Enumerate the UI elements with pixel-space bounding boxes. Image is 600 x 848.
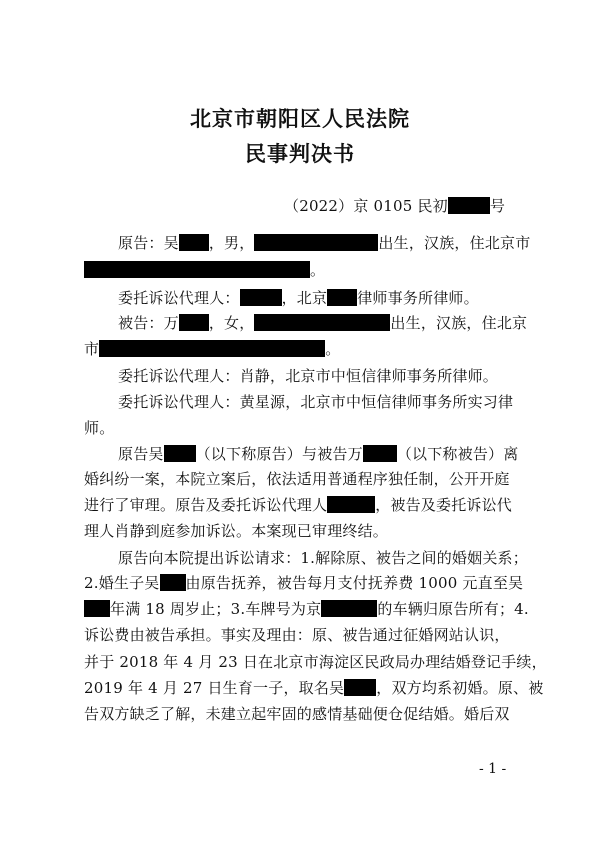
case-number-suffix: 号 (489, 197, 506, 215)
text-fragment: ，男， (208, 234, 255, 252)
plaintiff-line (118, 233, 530, 253)
redaction-bar (327, 496, 375, 513)
text-fragment: 2.婚生子吴 (84, 574, 160, 592)
text-fragment: 。 (310, 261, 326, 279)
redaction-bar (344, 679, 376, 696)
text-line: 告双方缺乏了解，未建立起牢固的感情基础便仓促结婚。婚后双 (84, 705, 510, 723)
redaction-bar (240, 289, 282, 306)
text-fragment: 出生，汉族，住北京市 (378, 234, 531, 252)
text-fragment: 出生，汉族，住北京 (390, 314, 528, 332)
redaction-bar (363, 445, 397, 462)
text-line (118, 444, 518, 464)
defendant-address-line (84, 339, 340, 359)
text-line (84, 573, 523, 593)
text-line: 诉讼费由被告承担。事实及理由：原、被告通过征婚网站认识， (84, 626, 510, 644)
text-line (84, 495, 512, 515)
page-number: - 1 - (479, 761, 507, 777)
text-line (84, 678, 543, 698)
redaction-bar (327, 289, 357, 306)
text-fragment: 律师事务所律师。 (357, 289, 479, 307)
redaction-bar (160, 574, 186, 591)
document-type-title: 民事判决书 (245, 141, 355, 166)
text-fragment: 2019 年 4 月 27 日生育一子，取名吴 (84, 679, 345, 697)
text-fragment: 的车辆归原告所有；4. (377, 600, 529, 618)
redaction-bar (99, 340, 325, 357)
text-fragment: ，女， (208, 314, 255, 332)
text-fragment: ，北京 (281, 289, 328, 307)
text-line: 并于 2018 年 4 月 23 日在北京市海淀区民政局办理结婚登记手续， (84, 653, 547, 671)
plaintiff-agent-line (118, 288, 479, 308)
text-fragment: （以下称被告）离 (396, 445, 519, 463)
text-line: 师。 (84, 419, 115, 437)
text-fragment: ，被告及委托诉讼代 (375, 496, 513, 514)
text-fragment: 原告：吴 (118, 234, 179, 252)
case-number (284, 196, 505, 216)
text-fragment: （以下称原告）与被告万 (195, 445, 363, 463)
text-fragment: 由原告抚养，被告每月支付抚养费 1000 元直至吴 (185, 574, 524, 592)
text-line: 理人肖静到庭参加诉讼。本案现已审理终结。 (84, 522, 389, 540)
redaction-bar (321, 600, 377, 617)
redaction-bar (84, 261, 310, 278)
redaction-bar (84, 600, 110, 617)
defendant-line (118, 313, 527, 333)
redaction-bar (179, 314, 209, 331)
text-line: 原告向本院提出诉讼请求：1.解除原、被告之间的婚姻关系； (118, 549, 528, 567)
text-fragment: 委托诉讼代理人： (118, 289, 240, 307)
text-fragment: 被告：万 (118, 314, 179, 332)
defendant-agent-line-2: 委托诉讼代理人：黄星源，北京市中恒信律师事务所实习律 (118, 393, 514, 411)
text-fragment: ，双方均系初婚。原、被 (376, 679, 544, 697)
text-line: 婚纠纷一案，本院立案后，依法适用普通程序独任制，公开开庭 (84, 470, 510, 488)
text-fragment: 进行了审理。原告及委托诉讼代理人 (84, 496, 328, 514)
text-fragment: 市 (84, 340, 100, 358)
case-number-prefix: （2022）京 0105 民初 (284, 197, 448, 215)
text-fragment: 。 (325, 340, 341, 358)
redaction-bar (254, 314, 390, 331)
redaction-bar (448, 197, 490, 214)
plaintiff-address-line (84, 260, 325, 280)
text-line (84, 599, 529, 619)
redaction-bar (254, 234, 378, 251)
text-fragment: 年满 18 周岁止；3.车牌号为京 (110, 600, 322, 618)
redaction-bar (164, 445, 196, 462)
court-name: 北京市朝阳区人民法院 (190, 106, 410, 131)
text-fragment: 原告吴 (118, 445, 164, 463)
defendant-agent-line-1: 委托诉讼代理人：肖静，北京市中恒信律师事务所律师。 (118, 367, 499, 385)
redaction-bar (179, 234, 209, 251)
